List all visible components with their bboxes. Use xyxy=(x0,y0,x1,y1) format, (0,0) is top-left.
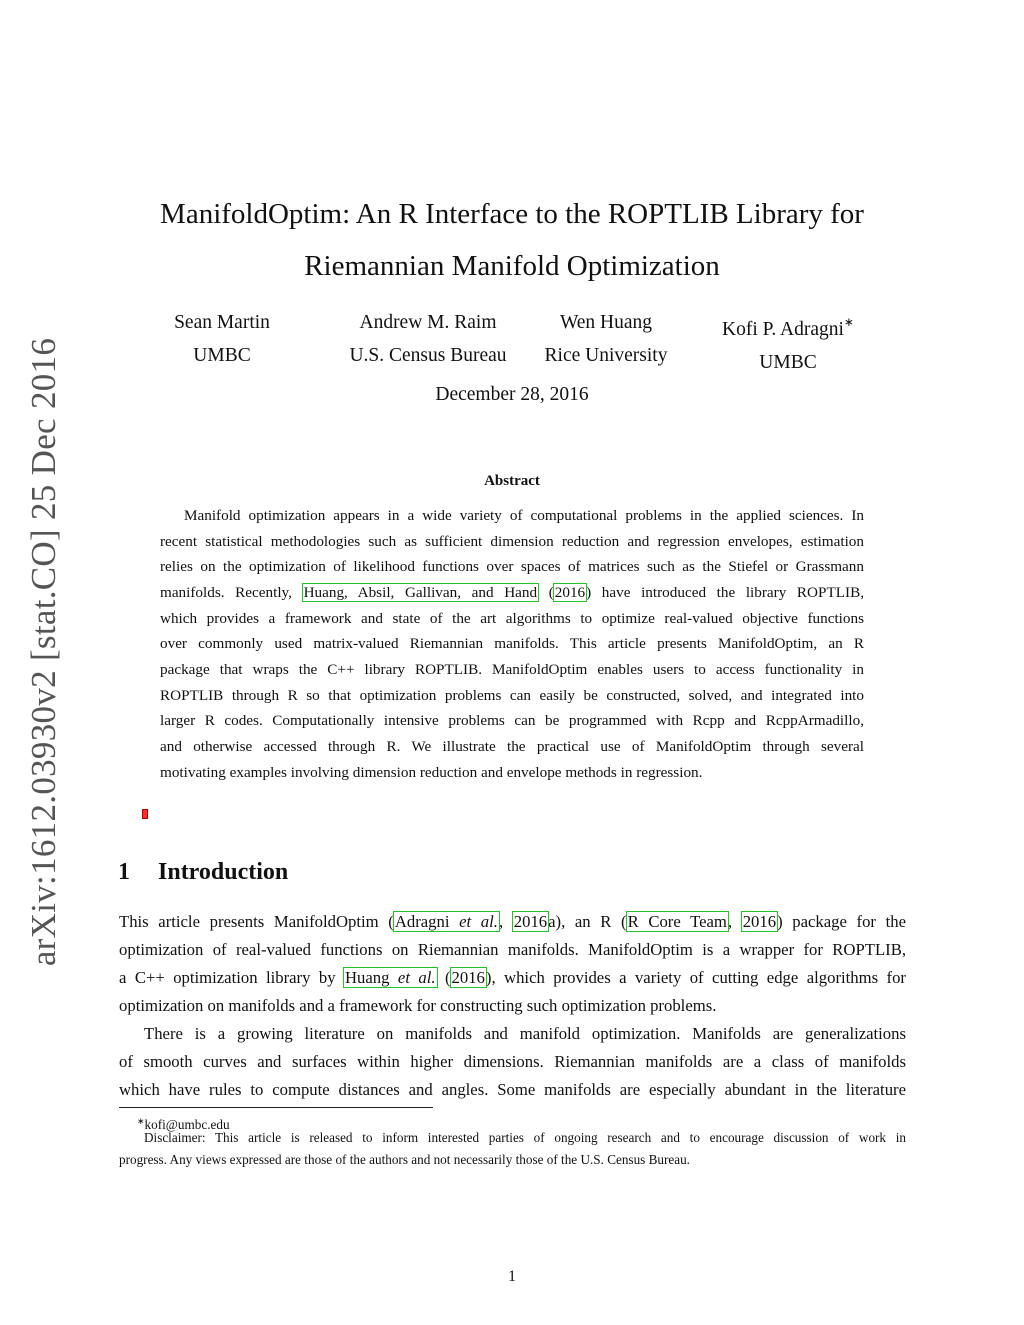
section-number: 1 xyxy=(118,859,130,885)
title-line-1: ManifoldOptim: An R Interface to the ROPTLIB Library for xyxy=(160,198,864,230)
author-footnote-mark: ∗ xyxy=(843,315,854,329)
abstract-line: manifolds. Recently, Huang, Absil, Gallivan, and Hand (2016) have introduced the library ROPTLIB, xyxy=(160,584,864,601)
abstract-line: and otherwise accessed through R. We illustrate the practical use of ManifoldOptim through several xyxy=(160,738,864,755)
author-affiliation: U.S. Census Bureau xyxy=(349,345,507,366)
body-line: which have rules to compute distances and angles. Some manifolds are especially abundant in the literature xyxy=(119,1080,906,1099)
author-name: Andrew M. Raim xyxy=(359,312,497,333)
citation-year-link[interactable]: 2016 xyxy=(554,584,586,601)
body-line: a C++ optimization library by Huang et al. (2016), which provides a variety of cutting edge algorithms for xyxy=(119,968,906,987)
author-affiliation: Rice University xyxy=(544,345,668,366)
abstract-line: relies on the optimization of likelihood functions over spaces of matrices such as the Stiefel or Grassmann xyxy=(160,558,864,575)
body-line: optimization on manifolds and a framework for constructing such optimization problems. xyxy=(119,996,717,1015)
body-line: optimization of real-valued functions on Riemannian manifolds. ManifoldOptim is a wrapper for ROPTLIB, xyxy=(119,940,906,959)
citation-link[interactable]: Huang et al. xyxy=(344,968,436,987)
footnote-mark: ∗ xyxy=(137,1116,145,1126)
author-block xyxy=(127,306,317,372)
footnote-rule xyxy=(119,1107,433,1108)
author-block xyxy=(511,306,701,372)
author-name: Sean Martin xyxy=(174,312,270,333)
title-line-2: Riemannian Manifold Optimization xyxy=(304,250,720,282)
abstract-heading: Abstract xyxy=(484,473,540,489)
citation-link[interactable]: Huang, Absil, Gallivan, and Hand xyxy=(303,584,538,601)
citation-link[interactable]: Adragni et al. xyxy=(394,912,498,931)
publication-date: December 28, 2016 xyxy=(435,384,589,405)
author-affiliation: UMBC xyxy=(759,352,817,373)
author-affiliation: UMBC xyxy=(193,345,251,366)
author-block xyxy=(693,306,883,379)
citation-link[interactable]: R Core Team xyxy=(627,912,727,931)
section-heading xyxy=(118,859,288,886)
footnote-disclaimer-line: Disclaimer: This article is released to inform interested parties of ongoing research and to encourage discussion of work in xyxy=(144,1130,906,1145)
citation-year-link[interactable]: 2016 xyxy=(742,912,777,931)
red-marker-icon xyxy=(142,809,148,819)
arxiv-id-text: arXiv:1612.03930v2 [stat.CO] 25 Dec 2016 xyxy=(24,337,63,967)
abstract-line: package that wraps the C++ library ROPTLIB. ManifoldOptim enables users to access functionality in xyxy=(160,661,864,678)
page-number: 1 xyxy=(508,1268,516,1285)
abstract-line: ROPTLIB through R so that optimization problems can easily be constructed, solved, and integrated into xyxy=(160,687,864,704)
body-line: There is a growing literature on manifolds and manifold optimization. Manifolds are generalizations xyxy=(144,1024,906,1043)
paper-title xyxy=(130,188,894,292)
abstract-line: which provides a framework and state of the art algorithms to optimize real-valued objective functions xyxy=(160,610,864,627)
author-name: Kofi P. Adragni∗ xyxy=(722,315,854,340)
section-title: Introduction xyxy=(158,859,289,885)
footnote-disclaimer-line: progress. Any views expressed are those of the authors and not necessarily those of the U.S. Census Bureau. xyxy=(119,1152,690,1167)
abstract-line: motivating examples involving dimension reduction and envelope methods in regression. xyxy=(160,764,703,781)
footnote-email: ∗kofi@umbc.edu xyxy=(137,1116,230,1132)
body-line: of smooth curves and surfaces within higher dimensions. Riemannian manifolds are a class of manifolds xyxy=(119,1052,906,1071)
author-name: Wen Huang xyxy=(559,312,653,333)
citation-year-link[interactable]: 2016 xyxy=(451,968,485,987)
abstract-line: recent statistical methodologies such as sufficient dimension reduction and regression envelopes, estimation xyxy=(160,533,864,550)
body-line: This article presents ManifoldOptim (Adragni et al., 2016a), an R (R Core Team, 2016) package for the xyxy=(119,912,906,931)
author-block xyxy=(313,306,543,372)
abstract-line: Manifold optimization appears in a wide variety of computational problems in the applied sciences. In xyxy=(184,507,864,524)
abstract-line: over commonly used matrix-valued Riemannian manifolds. This article presents ManifoldOptim, an R xyxy=(160,635,864,652)
citation-year-link[interactable]: 2016 xyxy=(513,912,548,931)
abstract-line: larger R codes. Computationally intensive problems can be programmed with Rcpp and RcppArmadillo, xyxy=(160,712,864,729)
